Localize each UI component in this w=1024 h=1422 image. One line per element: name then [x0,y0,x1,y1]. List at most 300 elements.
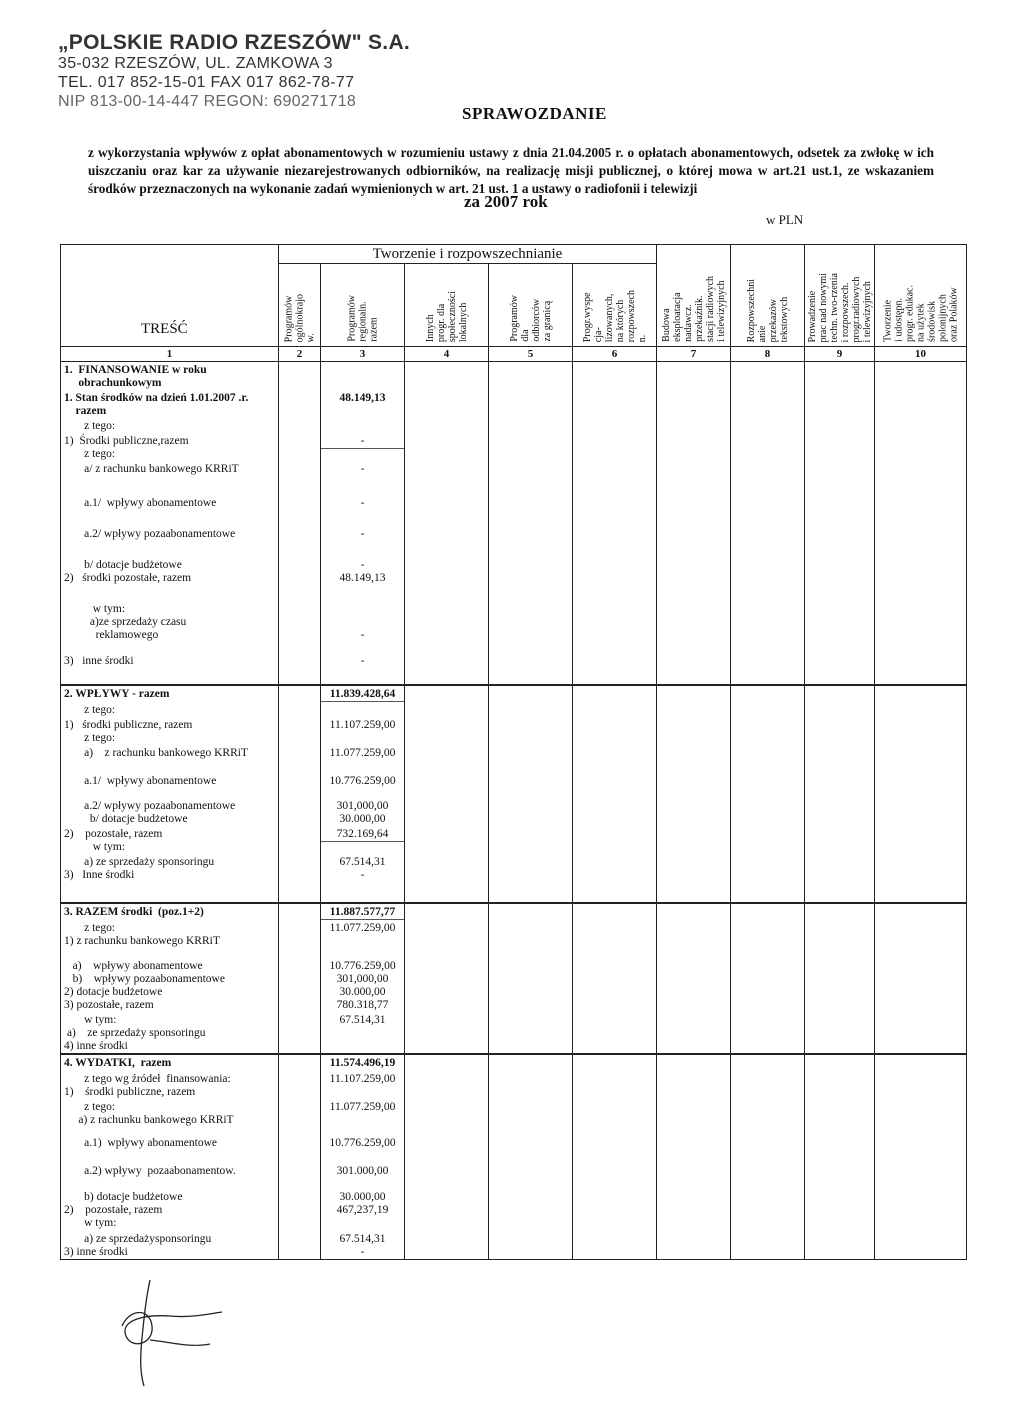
value-cell-col7 [657,702,731,717]
value-cell-col9 [805,557,875,585]
value-cell-col5 [489,948,573,958]
value-cell-col2 [279,1127,321,1135]
value-cell-col7 [657,1054,731,1071]
value-cell-col7 [657,1099,731,1127]
row-label [61,882,278,884]
value-cell-col2 [279,557,321,585]
value-cell-col7 [657,903,731,920]
row-label: a.1/ wpływy abonamentowe [64,497,217,509]
value-cell-col5 [489,668,573,685]
table-row [61,461,967,477]
value-cell-col8 [731,1099,805,1127]
row-value [321,1151,404,1153]
value-cell-col2 [279,495,321,510]
value-cell-col3 [321,601,405,643]
col-header-7: Budowa eksploatacja nadawcz. przekaźnik. stacji radiowych i telewizyjnych [657,245,731,347]
row-label [61,541,278,543]
value-cell-col4 [405,362,489,391]
value-cell-col10 [875,653,967,668]
col-number: 2 [279,347,321,362]
col-number: 3 [321,347,405,362]
row-label-cell [61,541,279,557]
value-cell-col5 [489,1151,573,1163]
row-label-cell [61,854,279,882]
value-cell-col9 [805,1012,875,1054]
value-cell-col3 [321,798,405,826]
value-cell-col3 [321,1179,405,1189]
table-row [61,854,967,882]
value-cell-col10 [875,585,967,601]
value-cell-col4 [405,798,489,826]
col-number: 7 [657,347,731,362]
value-cell-col2 [279,477,321,495]
row-label: a.2) wpływy pozaabonamentow. [64,1165,236,1177]
col-number: 10 [875,347,967,362]
value-cell-col9 [805,1099,875,1127]
value-cell-col3 [321,526,405,541]
value-cell-col3 [321,433,405,461]
value-cell-col3 [321,1231,405,1260]
table-row [61,1151,967,1163]
value-cell-col9 [805,495,875,510]
value-cell-col2 [279,1163,321,1179]
row-value: - [360,528,365,540]
row-label: 4. WYDATKI, razem [64,1057,172,1069]
row-value: 10.776.259,00 [329,1137,396,1149]
value-cell-col6 [573,541,657,557]
value-cell-col4 [405,477,489,495]
value-cell-col6 [573,495,657,510]
value-cell-col7 [657,826,731,854]
row-label: z tego: [64,704,116,716]
value-cell-col9 [805,903,875,920]
value-cell-col4 [405,1151,489,1163]
row-value [321,585,404,587]
value-cell-col5 [489,958,573,1012]
value-cell-col2 [279,585,321,601]
row-value: 11.839.428,64 [321,686,404,702]
value-cell-col5 [489,495,573,510]
row-value: 48.149,13 [339,392,386,404]
value-cell-col5 [489,433,573,461]
row-label: 3. RAZEM środki (poz.1+2) [64,906,204,918]
value-cell-col5 [489,541,573,557]
value-cell-col8 [731,495,805,510]
row-label [61,761,278,763]
value-cell-col9 [805,717,875,745]
table-row [61,1054,967,1071]
row-label-cell [61,1231,279,1260]
row-label [61,1151,278,1153]
row-label-cell [61,601,279,643]
value-cell-col8 [731,882,805,903]
value-cell-col5 [489,788,573,798]
value-cell-col8 [731,948,805,958]
value-cell-col10 [875,717,967,745]
row-label-cell [61,882,279,903]
value-cell-col4 [405,557,489,585]
company-address: 35-032 RZESZÓW, UL. ZAMKOWA 3 [58,55,333,72]
value-cell-col10 [875,1071,967,1099]
row-label-cell [61,920,279,948]
value-cell-col6 [573,773,657,788]
value-cell-col9 [805,685,875,702]
table-row [61,510,967,526]
value-cell-col10 [875,557,967,585]
value-cell-col3 [321,418,405,433]
value-cell-col5 [489,826,573,854]
value-cell-col2 [279,948,321,958]
value-cell-col2 [279,788,321,798]
row-value [321,418,404,420]
value-cell-col4 [405,653,489,668]
value-cell-col4 [405,526,489,541]
value-cell-col5 [489,653,573,668]
row-value: 11.077.259,00 [329,922,396,934]
row-value [321,761,404,763]
row-label: z tego wg źródeł finansowania: 1) środki publiczne, razem [64,1073,231,1098]
value-cell-col4 [405,761,489,773]
value-cell-col6 [573,1054,657,1071]
table-row [61,761,967,773]
value-cell-col8 [731,643,805,653]
value-cell-col2 [279,920,321,948]
row-value: 732.169,64 [321,826,404,842]
value-cell-col2 [279,1071,321,1099]
row-value [321,702,404,704]
col-number: 4 [405,347,489,362]
value-cell-col3 [321,1054,405,1071]
row-value: - [360,655,365,667]
row-label-cell [61,362,279,391]
value-cell-col4 [405,1231,489,1260]
row-label-cell [61,477,279,495]
value-cell-col9 [805,461,875,477]
value-cell-col2 [279,1231,321,1260]
table-row [61,526,967,541]
value-cell-col6 [573,854,657,882]
value-cell-col2 [279,854,321,882]
value-cell-col9 [805,948,875,958]
value-cell-col7 [657,526,731,541]
row-label [61,585,278,587]
row-label: z tego: [64,420,116,432]
value-cell-col8 [731,601,805,643]
value-cell-col10 [875,510,967,526]
row-value: 30.000,00 467,237,19 [336,1191,389,1216]
value-cell-col3 [321,702,405,717]
value-cell-col3 [321,541,405,557]
value-cell-col6 [573,510,657,526]
value-cell-col9 [805,643,875,653]
value-cell-col2 [279,1012,321,1054]
table-row [61,1012,967,1054]
value-cell-col7 [657,418,731,433]
value-cell-col8 [731,461,805,477]
value-cell-col5 [489,920,573,948]
value-cell-col7 [657,495,731,510]
row-value: 10.776.259,00 [329,775,396,787]
row-label: a.2/ wpływy pozaabonamentowe [64,528,236,540]
value-cell-col3 [321,1127,405,1135]
value-cell-col5 [489,585,573,601]
value-cell-col5 [489,761,573,773]
table-row [61,653,967,668]
value-cell-col10 [875,418,967,433]
row-label: 3) inne środki [64,655,134,667]
col-header-10: Tworzenie i udostępn. progr. edukac. na użytek środowisk polonijnych oraz Polaków [875,245,967,347]
row-label-cell [61,826,279,854]
value-cell-col5 [489,685,573,702]
row-label: 1) Środki publiczne,razem z tego: [64,435,189,460]
value-cell-col2 [279,541,321,557]
value-cell-col6 [573,433,657,461]
value-cell-col2 [279,653,321,668]
row-value [321,1179,404,1181]
value-cell-col5 [489,461,573,477]
value-cell-col9 [805,541,875,557]
row-value: 67.514,31 [339,1014,386,1026]
value-cell-col8 [731,958,805,1012]
row-label-cell [61,461,279,477]
value-cell-col4 [405,1127,489,1135]
value-cell-col3 [321,477,405,495]
value-cell-col7 [657,477,731,495]
row-label-cell [61,798,279,826]
value-cell-col2 [279,390,321,418]
row-value [321,477,404,479]
value-cell-col9 [805,854,875,882]
value-cell-col8 [731,745,805,761]
company-name: „POLSKIE RADIO RZESZÓW" S.A. [58,31,411,54]
value-cell-col2 [279,798,321,826]
value-cell-col8 [731,653,805,668]
value-cell-col8 [731,1135,805,1151]
value-cell-col8 [731,362,805,391]
value-cell-col10 [875,702,967,717]
value-cell-col8 [731,761,805,773]
value-cell-col10 [875,1179,967,1189]
row-label [61,510,278,512]
table-row [61,585,967,601]
value-cell-col4 [405,1135,489,1151]
table-row [61,685,967,702]
value-cell-col3 [321,826,405,854]
value-cell-col3 [321,920,405,948]
value-cell-col10 [875,601,967,643]
value-cell-col6 [573,745,657,761]
col-number: 1 [61,347,279,362]
value-cell-col5 [489,773,573,788]
value-cell-col9 [805,702,875,717]
value-cell-col8 [731,1071,805,1099]
value-cell-col3 [321,717,405,745]
value-cell-col4 [405,788,489,798]
table-row [61,390,967,418]
value-cell-col3 [321,773,405,788]
value-cell-col4 [405,390,489,418]
value-cell-col3 [321,1099,405,1127]
value-cell-col8 [731,1127,805,1135]
value-cell-col6 [573,1099,657,1127]
value-cell-col7 [657,1127,731,1135]
value-cell-col6 [573,585,657,601]
row-value: 301.000,00 [336,1165,389,1177]
value-cell-col8 [731,920,805,948]
table-row [61,1179,967,1189]
value-cell-col6 [573,702,657,717]
value-cell-col4 [405,958,489,1012]
row-label-cell [61,745,279,761]
value-cell-col2 [279,685,321,702]
value-cell-col5 [489,1135,573,1151]
row-label-cell [61,418,279,433]
value-cell-col6 [573,761,657,773]
table-row [61,643,967,653]
value-cell-col3 [321,1189,405,1231]
value-cell-col10 [875,526,967,541]
value-cell-col10 [875,1189,967,1231]
value-cell-col8 [731,717,805,745]
value-cell-col7 [657,601,731,643]
value-cell-col8 [731,903,805,920]
value-cell-col6 [573,920,657,948]
value-cell-col8 [731,1231,805,1260]
value-cell-col7 [657,653,731,668]
col-number: 5 [489,347,573,362]
value-cell-col10 [875,390,967,418]
report-table-body [61,362,967,1260]
value-cell-col7 [657,717,731,745]
row-label-cell [61,1071,279,1099]
value-cell-col10 [875,948,967,958]
row-label-cell [61,390,279,418]
value-cell-col8 [731,418,805,433]
value-cell-col3 [321,461,405,477]
value-cell-col2 [279,1179,321,1189]
value-cell-col8 [731,826,805,854]
group-header: Tworzenie i rozpowszechnianie [279,245,657,264]
row-value [321,1127,404,1129]
row-label: a) ze sprzedaży sponsoringu 3) Inne środki [64,856,215,881]
table-row [61,1231,967,1260]
value-cell-col7 [657,1163,731,1179]
row-label-cell [61,948,279,958]
table-row [61,433,967,461]
value-cell-col9 [805,1135,875,1151]
company-ids: NIP 813-00-14-447 REGON: 690271718 [58,93,357,110]
table-row [61,495,967,510]
value-cell-col9 [805,1054,875,1071]
table-row [61,1135,967,1151]
value-cell-col7 [657,1012,731,1054]
value-cell-col3 [321,643,405,653]
row-value [321,882,404,884]
table-row [61,903,967,920]
value-cell-col9 [805,1151,875,1163]
document-title: SPRAWOZDANIE [462,104,607,123]
value-cell-col6 [573,1151,657,1163]
value-cell-col2 [279,461,321,477]
row-label: a.2/ wpływy pozaabonamentowe b/ dotacje budżetowe [84,800,236,825]
row-value: 11.107.259,00 [329,1073,396,1085]
value-cell-col6 [573,1012,657,1054]
report-year: za 2007 rok [464,192,548,211]
col-header-8: Rozpowszechni anie przekazów tekstowych [731,245,805,347]
row-label-cell [61,761,279,773]
column-numbers-row [61,347,967,362]
row-label-cell [61,702,279,717]
value-cell-col5 [489,717,573,745]
value-cell-col7 [657,433,731,461]
value-cell-col8 [731,585,805,601]
table-row [61,362,967,391]
row-label [61,643,278,645]
value-cell-col8 [731,1012,805,1054]
row-label [61,948,278,950]
row-label: a/ z rachunku bankowego KRRiT [64,463,239,475]
value-cell-col9 [805,418,875,433]
value-cell-col8 [731,1151,805,1163]
value-cell-col3 [321,1012,405,1054]
value-cell-col7 [657,882,731,903]
table-row [61,418,967,433]
value-cell-col4 [405,1071,489,1099]
value-cell-col9 [805,1071,875,1099]
value-cell-col5 [489,418,573,433]
value-cell-col9 [805,882,875,903]
row-label-cell [61,685,279,702]
row-value: 11.107.259,00 [329,719,396,731]
value-cell-col7 [657,1189,731,1231]
value-cell-col9 [805,798,875,826]
value-cell-col3 [321,1135,405,1151]
value-cell-col4 [405,1012,489,1054]
letterhead [58,32,410,111]
value-cell-col9 [805,526,875,541]
table-row [61,745,967,761]
value-cell-col2 [279,702,321,717]
value-cell-col3 [321,745,405,761]
row-label-cell [61,668,279,685]
value-cell-col6 [573,461,657,477]
value-cell-col3 [321,362,405,391]
value-cell-col7 [657,668,731,685]
value-cell-col6 [573,903,657,920]
row-label [61,1179,278,1181]
col-header-4: Innych progr. dla społeczności lokalnych [405,264,489,347]
value-cell-col9 [805,1189,875,1231]
value-cell-col4 [405,643,489,653]
value-cell-col10 [875,461,967,477]
value-cell-col6 [573,526,657,541]
value-cell-col4 [405,745,489,761]
col-header-3: Programów regionaln. razem [321,264,405,347]
row-label-cell [61,510,279,526]
value-cell-col10 [875,495,967,510]
row-value [321,643,404,645]
value-cell-col2 [279,761,321,773]
value-cell-col6 [573,717,657,745]
value-cell-col3 [321,390,405,418]
value-cell-col5 [489,1189,573,1231]
value-cell-col10 [875,773,967,788]
value-cell-col8 [731,788,805,798]
col-header-9: Prowadzenie prac nad nowymi techn. two-rzenia i rozpowszech. progr.radiowych i telewizyjnych [805,245,875,347]
value-cell-col8 [731,510,805,526]
value-cell-col7 [657,958,731,1012]
value-cell-col8 [731,685,805,702]
